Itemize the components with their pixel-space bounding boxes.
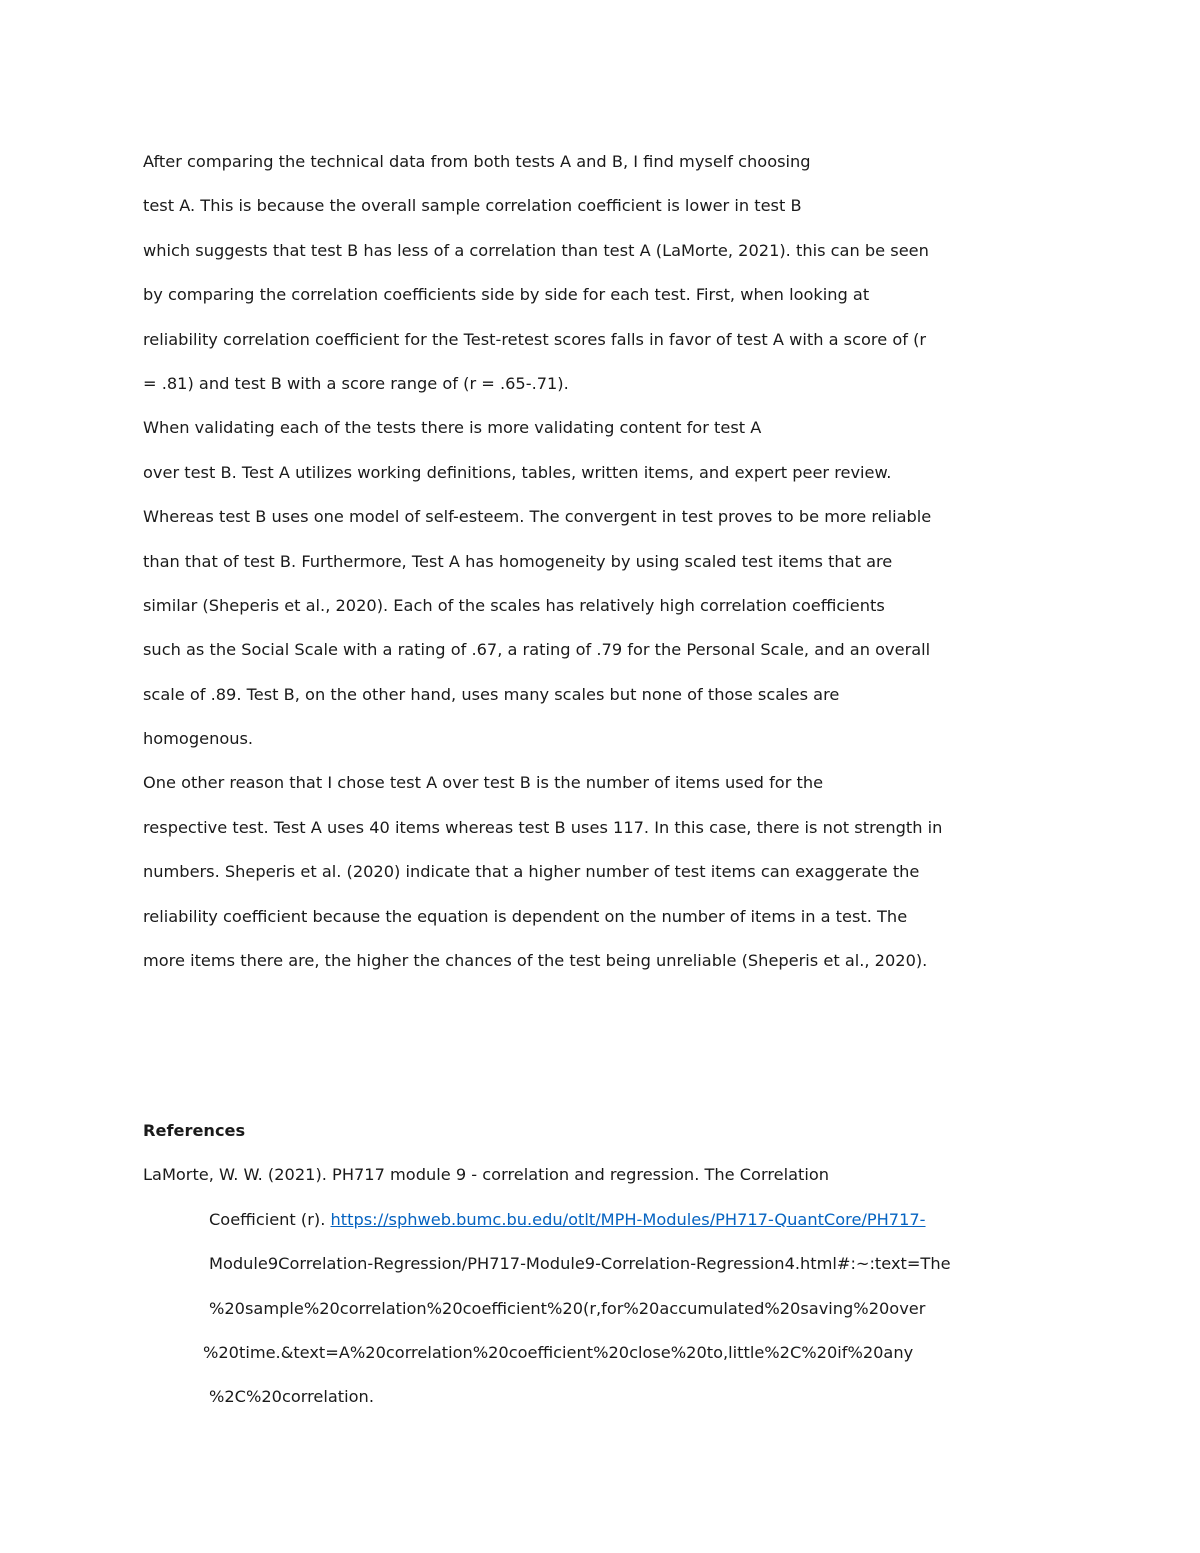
body-line: over test B. Test A utilizes working definitions, tables, written items, and expert peer review. [143,462,892,482]
reference-url-link[interactable]: https://sphweb.bumc.bu.edu/otlt/MPH-Modules/PH717-QuantCore/PH717- [330,1209,926,1229]
reference-entry-continuation: %2C%20correlation. [209,1387,374,1407]
body-line: which suggests that test B has less of a correlation than test A (LaMorte, 2021). this can be seen [143,240,929,260]
reference-entry-first-line: LaMorte, W. W. (2021). PH717 module 9 - correlation and regression. The Correlation [143,1165,829,1185]
body-line: test A. This is because the overall sample correlation coefficient is lower in test B [143,196,802,216]
body-line: Whereas test B uses one model of self-esteem. The convergent in test proves to be more reliable [143,507,932,527]
body-line: such as the Social Scale with a rating of .67, a rating of .79 for the Personal Scale, and an overall [143,640,931,660]
body-line: When validating each of the tests there is more validating content for test A [143,418,762,438]
body-line: similar (Sheperis et al., 2020). Each of the scales has relatively high correlation coefficients [143,595,885,615]
body-line: homogenous. [143,729,254,749]
reference-entry-prefix: Coefficient (r). [209,1209,331,1229]
references-section [143,1109,1043,1420]
references-heading: References [143,1121,246,1140]
reference-entry-continuation: %20sample%20correlation%20coefficient%20(r,for%20accumulated%20saving%20over [209,1298,926,1318]
body-line: respective test. Test A uses 40 items whereas test B uses 117. In this case, there is not strength in [143,817,943,837]
body-line: One other reason that I chose test A over test B is the number of items used for the [143,773,824,793]
body-paragraphs [143,140,1043,983]
body-line: by comparing the correlation coefficients side by side for each test. First, when looking at [143,285,870,305]
body-line: = .81) and test B with a score range of (r = .65-.71). [143,373,569,393]
body-line: reliability correlation coefficient for the Test-retest scores falls in favor of test A with a score of (r [143,329,927,349]
body-line: scale of .89. Test B, on the other hand, uses many scales but none of those scales are [143,684,840,704]
body-line: more items there are, the higher the chances of the test being unreliable (Sheperis et al., 2020). [143,951,928,971]
body-line: numbers. Sheperis et al. (2020) indicate that a higher number of test items can exaggerate the [143,862,920,882]
reference-entry-continuation: Module9Correlation-Regression/PH717-Module9-Correlation-Regression4.html#:~:text=The [209,1254,951,1274]
body-line: reliability coefficient because the equation is dependent on the number of items in a test. The [143,906,908,926]
reference-entry-continuation: %20time.&text=A%20correlation%20coefficient%20close%20to,little%2C%20if%20any [203,1342,914,1362]
body-line: After comparing the technical data from both tests A and B, I find myself choosing [143,152,811,171]
body-line: than that of test B. Furthermore, Test A has homogeneity by using scaled test items that are [143,551,893,571]
reference-entry-second-line [143,1198,1043,1242]
